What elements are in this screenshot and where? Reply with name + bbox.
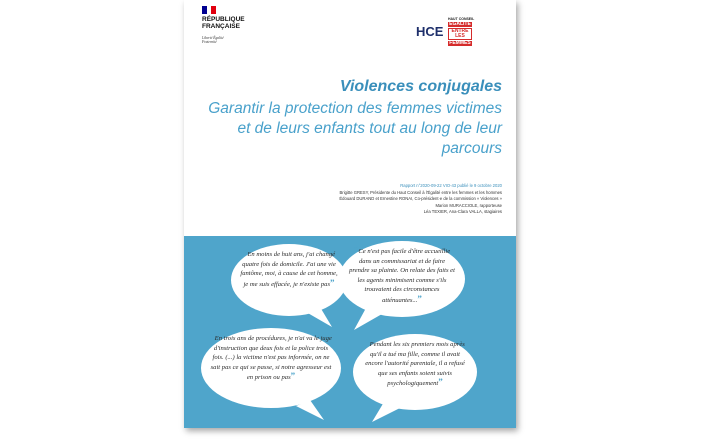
hce-council-label: HAUT CONSEIL <box>448 17 475 21</box>
republic-line-2: FRANÇAISE <box>202 23 240 30</box>
meta-rapporteuse: Marion MURACCIOLE, rapporteuse <box>435 202 502 208</box>
speech-bubble-1 <box>228 241 350 331</box>
republic-line-1: RÉPUBLIQUE <box>202 16 245 23</box>
meta-president: Brigitte GRESY, Présidente du Haut Conseil à l'Égalité entre les femmes et les hommes <box>339 189 502 195</box>
republic-motto: Liberté Égalité Fraternité <box>202 36 224 44</box>
testimony-quote-2: “Ce n'est pas facile d'être accueillie dans un commissariat et de faire prendre sa plainte. On relate des faits et les agents minimisent comme s'ils trouvaient des circonstances atténuantes...” <box>349 245 455 304</box>
report-meta <box>202 183 502 216</box>
hce-box-line-1: ÉGALITÉ <box>449 21 471 27</box>
hce-box-line-3: FEMMES <box>449 40 471 46</box>
meta-stagiaires: Léa TEXIER, Ana-Clara VALLA, stagiaires <box>423 209 502 214</box>
testimony-quote-1: “En moins de huit ans, j'ai changé quatre fois de domicile. J'ai une vie fantôme, moi, à cause de cet homme, je me suis effacée, je n'existe pas” <box>240 248 338 288</box>
report-cover <box>184 0 516 428</box>
hce-logo-box <box>448 21 472 46</box>
hce-box-line-2: ENTRE LES <box>448 28 472 40</box>
speech-bubble-2 <box>336 238 468 334</box>
testimony-quote-4: “Pendant les six premiers mois après qu'il a tué ma fille, comme il avait encore l'autorité parentale, il a refusé que ses enfants soient suivis psychologiquement” <box>365 338 465 388</box>
hce-logo-text: HCE <box>416 24 444 39</box>
testimony-quote-3: “En trois ans de procédures, je n'ai vu le juge d'instruction que deux fois et la police trois fois. (...) la victime n'est pas informée, on ne sait pas ce qui se passe, si notre agresseur est en prison ou pas” <box>210 332 332 382</box>
marianne-flag-icon <box>202 6 216 14</box>
testimony-panel <box>184 236 516 428</box>
speech-bubble-4 <box>350 330 480 424</box>
speech-bubble-3 <box>198 324 344 422</box>
report-reference: Rapport n°2020-09-22 VIO-43 publié le 9 octobre 2020 <box>400 183 502 188</box>
report-title: Violences conjugales <box>339 78 502 95</box>
report-subtitle: Garantir la protection des femmes victimes et de leurs enfants tout au long de leur parcours <box>208 100 502 157</box>
meta-copresidents: Édouard DURAND et Ernestine RONAI, Co-président·e de la commission « Violences » <box>339 196 502 201</box>
